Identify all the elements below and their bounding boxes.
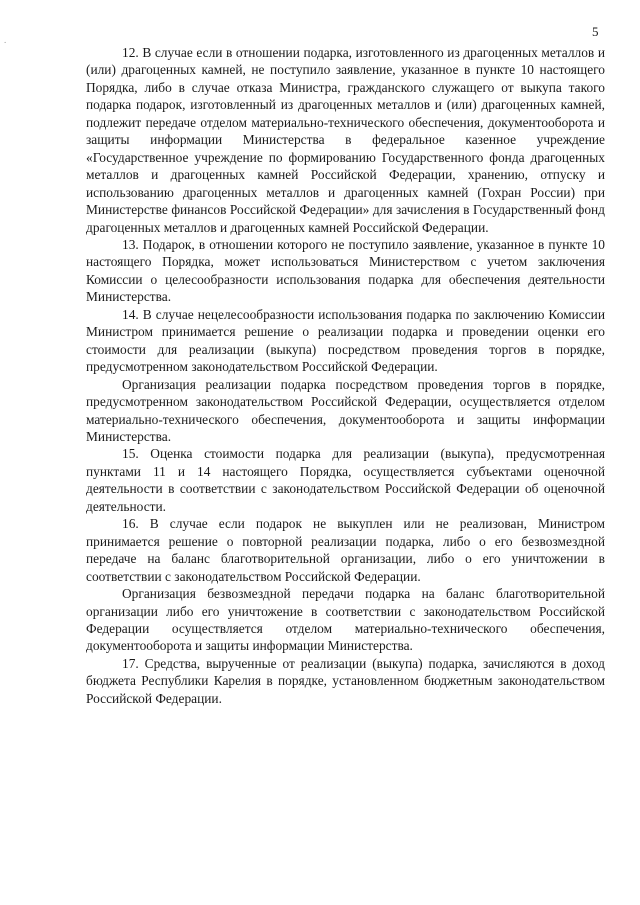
scan-mark: . bbox=[4, 35, 7, 45]
paragraph-clause-15: 15. Оценка стоимости подарка для реализации (выкупа), предусмотренная пунктами 11 и 14 настоящего Порядка, осуществляется субъектами оценочной деятельности в соответствии с законодательством Российской Федерации об оценочной деятельности. bbox=[86, 446, 605, 514]
page-number: 5 bbox=[592, 24, 599, 39]
document-body bbox=[86, 44, 605, 707]
paragraph-clause-14: 14. В случае нецелесообразности использования подарка по заключению Комиссии Министром принимается решение о реализации подарка и проведении оценки его стоимости для реализации (выкупа) посредством проведения торгов в порядке, предусмотренном законодательством Российской Федерации. bbox=[86, 306, 605, 375]
paragraph-sale-organization: Организация реализации подарка посредством проведения торгов в порядке, предусмотренном законодательством Российской Федерации, осуществляется отделом материально-технического обеспечения, документооборота и защиты информации Министерства. bbox=[86, 376, 605, 444]
paragraph-clause-13: 13. Подарок, в отношении которого не поступило заявление, указанное в пункте 10 настоящего Порядка, может использоваться Министерством с учетом заключения Комиссии о целесообразности использования подарка для обеспечения деятельности Министерства. bbox=[86, 236, 605, 305]
paragraph-clause-16: 16. В случае если подарок не выкуплен или не реализован, Министром принимается решение о повторной реализации подарка, либо о его безвозмездной передаче на баланс благотворительной организации, либо о его уничтожении в соответствии с законодательством Российской Федерации. bbox=[86, 516, 605, 584]
paragraph-clause-12: 12. В случае если в отношении подарка, изготовленного из драгоценных металлов и (или) драгоценных камней, не поступило заявление, указанное в пункте 10 настоящего Порядка, либо в случае отказа Министра, гражданского служащего от выкупа такого подарка подарок, изготовленный из драгоценных металлов и (или) драгоценных камней, подлежит передаче отделом материально-технического обеспечения, документооборота и защиты информации Министерства в федеральное казенное учреждение «Государственное учреждение по формированию Государственного фонда драгоценных металлов и драгоценных камней Российской Федерации, хранению, отпуску и использованию драгоценных металлов и драгоценных камней (Гохран России) при Министерстве финансов Российской Федерации» для зачисления в Государственный фонд драгоценных металлов и драгоценных камней Российской Федерации. bbox=[86, 45, 605, 235]
paragraph-clause-17: 17. Средства, вырученные от реализации (выкупа) подарка, зачисляются в доход бюджета Республики Карелия в порядке, установленном бюджетным законодательством Российской Федерации. bbox=[86, 655, 605, 706]
paragraph-transfer-organization: Организация безвозмездной передачи подарка на баланс благотворительной организации либо его уничтожение в соответствии с законодательством Российской Федерации осуществляется отделом материально-технического обеспечения, документооборота и защиты информации Министерства. bbox=[86, 586, 605, 654]
